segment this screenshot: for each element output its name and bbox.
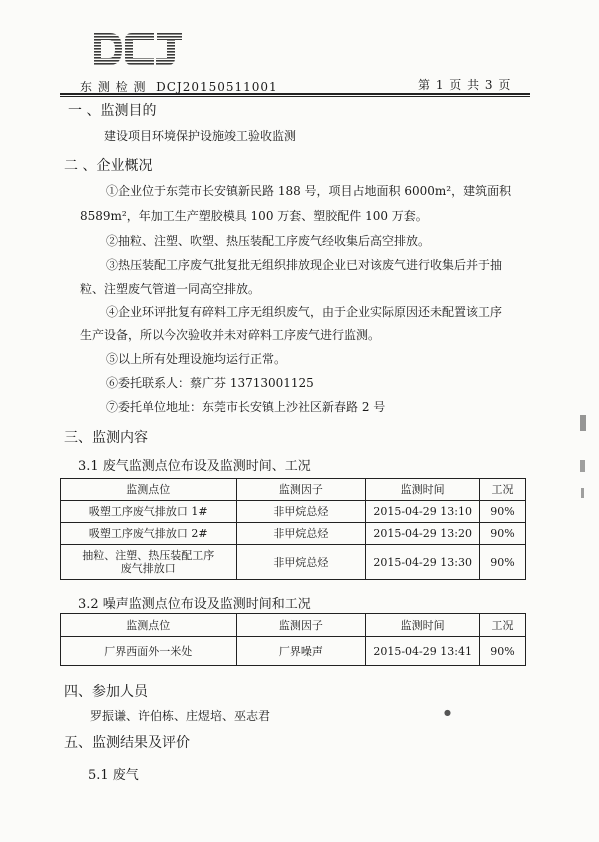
header-rule [60,93,530,95]
column-header: 监测因子 [236,614,366,637]
section-1-title: 一 、监测目的 [68,103,157,119]
section-3-2-title: 3.2 噪声监测点位布设及监测时间和工况 [78,597,311,612]
binding-mark [580,415,586,431]
overview-line: ①企业位于东莞市长安镇新民路 188 号，项目占地面积 6000m²，建筑面积 [106,184,512,198]
noise-monitoring-table [60,613,526,666]
overview-line: ③热压装配工序废气批复批无组织排放现企业已对该废气进行收集后并于抽 [106,258,503,272]
page-info: 第 1 页 共 3 页 [418,78,512,92]
column-header: 工况 [480,614,526,637]
table-cell: 非甲烷总烃 [236,545,366,580]
overview-line: ⑤以上所有处理设施均运行正常。 [106,352,287,366]
section-1-body: 建设项目环境保护设施竣工验收监测 [104,129,297,143]
table-cell [61,545,237,580]
table-row [61,637,526,666]
table-cell: 厂界噪声 [236,637,366,666]
overview-line: ⑥委托联系人：蔡广芬 13713001125 [106,376,314,390]
column-header: 工况 [480,479,526,501]
report-number: DCJ20150511001 [156,80,278,94]
section-4-body: 罗振谦、许伯栋、庄煜培、巫志君 [90,709,271,723]
overview-line: ②抽粒、注塑、吹塑、热压装配工序废气经收集后高空排放。 [106,234,431,248]
cell-line: 抽粒、注塑、热压装配工序 [82,549,215,562]
table-cell: 90% [480,545,526,580]
overview-line: 粒、注塑废气管道一同高空排放。 [80,282,261,296]
overview-line: 8589m²，年加工生产塑胶模具 100 万套、塑胶配件 100 万套。 [80,209,428,223]
org-label: 东 测 检 测 [80,80,147,94]
section-3-title: 三、监测内容 [64,430,148,446]
header-rule-thin [60,96,530,97]
table-cell: 吸塑工序废气排放口 1# [61,501,237,523]
table-cell: 2015-04-29 13:10 [366,501,480,523]
table-header-row [61,614,526,637]
section-5-title: 五、监测结果及评价 [64,735,190,751]
column-header: 监测点位 [61,479,237,501]
overview-line: ④企业环评批复有碎料工序无组织废气，由于企业实际原因还未配置该工序 [106,305,503,319]
table-cell: 吸塑工序废气排放口 2# [61,523,237,545]
table-cell: 2015-04-29 13:41 [366,637,480,666]
binding-mark [580,460,585,472]
column-header: 监测因子 [236,479,366,501]
table-cell: 2015-04-29 13:20 [366,523,480,545]
table-row [61,501,526,523]
column-header: 监测点位 [61,614,237,637]
exhaust-monitoring-table [60,478,526,580]
table-cell: 90% [480,637,526,666]
column-header: 监测时间 [366,479,480,501]
cell-line: 废气排放口 [120,562,176,575]
section-3-1-title: 3.1 废气监测点位布设及监测时间、工况 [78,459,311,474]
overview-line: ⑦委托单位地址：东莞市长安镇上沙社区新春路 2 号 [106,400,386,414]
dcj-logo [92,30,184,68]
table-cell: 非甲烷总烃 [236,501,366,523]
column-header: 监测时间 [366,614,480,637]
binding-mark [581,488,584,498]
table-header-row [61,479,526,501]
overview-line: 生产设备，所以今次验收并未对碎料工序废气进行监测。 [80,328,381,342]
table-cell: 2015-04-29 13:30 [366,545,480,580]
table-cell: 90% [480,501,526,523]
section-2-title: 二 、企业概况 [64,158,153,174]
table-cell: 90% [480,523,526,545]
table-row [61,545,526,580]
table-row [61,523,526,545]
table-cell: 厂界西面外一米处 [61,637,237,666]
section-4-title: 四、参加人员 [64,684,148,700]
scan-speck: ● [444,708,451,717]
table-cell: 非甲烷总烃 [236,523,366,545]
section-5-1-title: 5.1 废气 [88,768,139,783]
